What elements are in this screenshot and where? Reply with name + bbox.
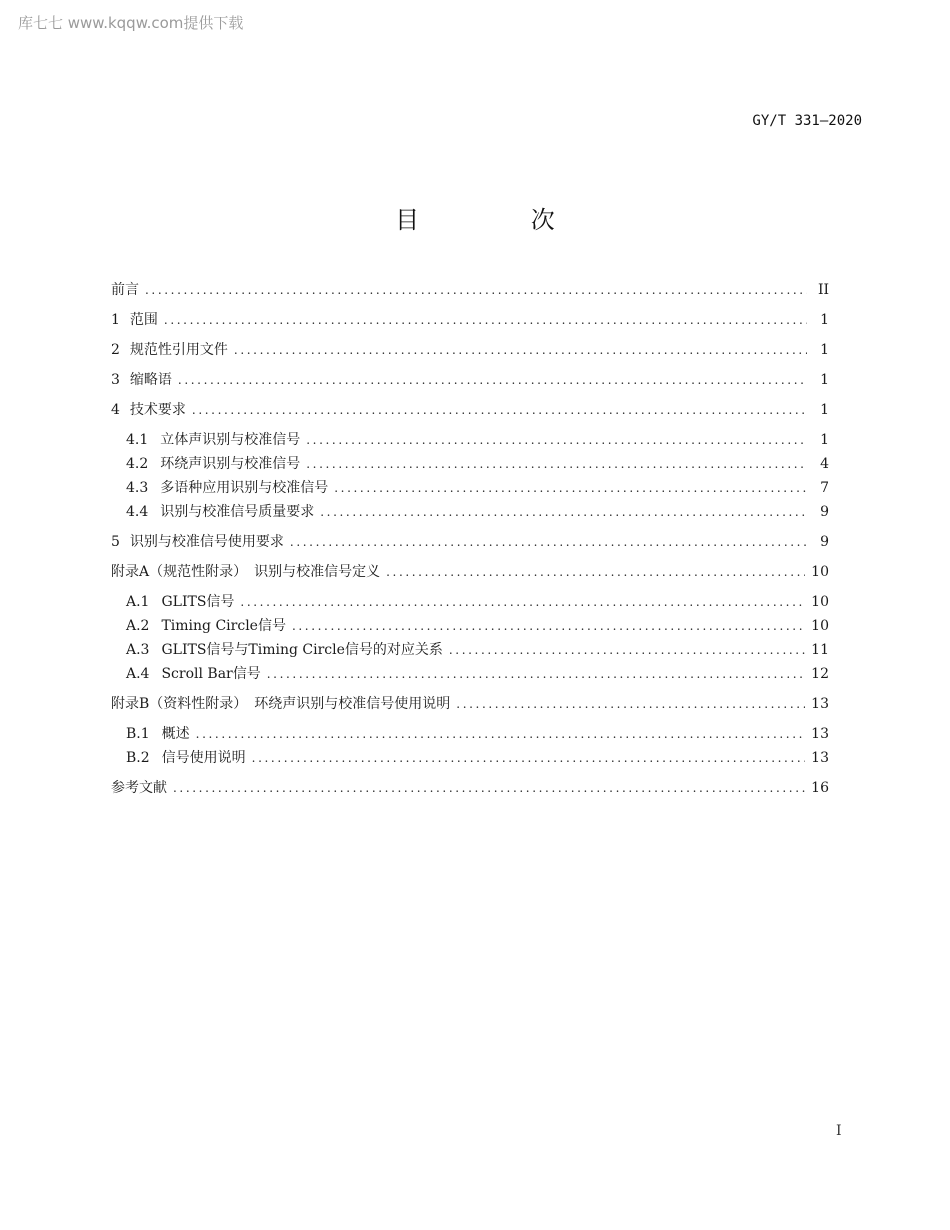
toc-entry-number: 2 [111,342,120,358]
toc-dot-leader [306,454,807,474]
toc-entry-3[interactable] [111,370,829,394]
toc-entry-5[interactable] [111,532,829,556]
toc-entry-title: 技术要求 [129,402,186,418]
toc-entry-1[interactable] [111,310,829,334]
toc-entry-page: 13 [811,696,829,712]
toc-entry-b-1[interactable] [111,724,829,748]
toc-entry-page: 1 [820,432,829,448]
toc-entry-title: 范围 [129,312,158,328]
toc-entry-title: 附录B（资料性附录） 环绕声识别与校准信号使用说明 [111,696,451,712]
toc-entry-page: 7 [820,480,829,496]
toc-dot-leader [164,310,807,330]
toc-dot-leader [306,430,807,450]
toc-entry-page: 1 [820,312,829,328]
table-of-contents [111,280,829,802]
page-title: 目 次 [395,206,607,234]
toc-entry-number: B.2 [126,750,150,766]
toc-entry-page: 4 [820,456,829,472]
toc-entry-title: Scroll Bar信号 [161,666,261,682]
toc-entry-4-3[interactable] [111,478,829,502]
toc-dot-leader [449,640,805,660]
toc-entry-page: 13 [811,726,829,742]
toc-entry-number: 5 [111,534,120,550]
toc-entry-number: 4.1 [126,432,149,448]
toc-dot-leader [173,778,805,798]
toc-entry-title: 参考文献 [111,780,167,796]
toc-dot-leader [234,340,807,360]
toc-dot-leader [178,370,807,390]
toc-entry-title: 立体声识别与校准信号 [160,432,301,448]
toc-entry-title: 缩略语 [129,372,172,388]
toc-entry-page: 9 [820,534,829,550]
toc-dot-leader [292,616,805,636]
toc-dot-leader [456,694,805,714]
toc-entry-2[interactable] [111,340,829,364]
toc-entry-title: 附录A（规范性附录） 识别与校准信号定义 [111,564,381,580]
toc-entry-number: A.1 [126,594,150,610]
toc-entry-page: 10 [811,594,829,610]
toc-entry-a-2[interactable] [111,616,829,640]
toc-dot-leader [290,532,807,552]
toc-entry-number: 4 [111,402,120,418]
toc-entry-number: 4.4 [126,504,149,520]
toc-entry-4-4[interactable] [111,502,829,526]
toc-entry-page: II [817,282,829,298]
toc-entry-title: GLITS信号 [161,594,235,610]
page-number: I [836,1123,842,1139]
toc-entry-number: A.4 [126,666,150,682]
toc-dot-leader [240,592,805,612]
toc-entry-number: 4.2 [126,456,149,472]
toc-entry-number: 4.3 [126,480,149,496]
toc-entry-references[interactable] [111,778,829,802]
toc-entry-a-3[interactable] [111,640,829,664]
toc-entry-title: GLITS信号与Timing Circle信号的对应关系 [161,642,443,658]
toc-entry-page: 1 [820,342,829,358]
toc-entry-page: 1 [820,402,829,418]
toc-entry-number: 1 [111,312,120,328]
toc-entry-a-4[interactable] [111,664,829,688]
watermark-text: 库七七 www.kqqw.com提供下载 [18,14,244,32]
toc-dot-leader [334,478,807,498]
toc-entry-preface[interactable] [111,280,829,304]
toc-entry-appendix-a[interactable] [111,562,829,586]
toc-dot-leader [267,664,805,684]
toc-entry-number: A.2 [126,618,150,634]
toc-entry-page: 16 [811,780,829,796]
toc-entry-page: 9 [820,504,829,520]
toc-entry-number: B.1 [126,726,150,742]
toc-entry-title: Timing Circle信号 [161,618,286,634]
toc-entry-title: 概述 [161,726,190,742]
toc-dot-leader [252,748,806,768]
toc-entry-page: 12 [811,666,829,682]
toc-entry-title: 多语种应用识别与校准信号 [160,480,329,496]
toc-entry-number: A.3 [126,642,150,658]
toc-entry-4-1[interactable] [111,430,829,454]
toc-dot-leader [145,280,807,300]
toc-entry-page: 13 [811,750,829,766]
toc-entry-a-1[interactable] [111,592,829,616]
toc-entry-b-2[interactable] [111,748,829,772]
toc-entry-title: 规范性引用文件 [129,342,228,358]
toc-dot-leader [386,562,805,582]
toc-entry-page: 11 [811,642,829,658]
toc-entry-appendix-b[interactable] [111,694,829,718]
toc-entry-number: 3 [111,372,120,388]
toc-entry-page: 1 [820,372,829,388]
toc-dot-leader [196,724,806,744]
toc-entry-4[interactable] [111,400,829,424]
toc-entry-title: 前言 [111,282,139,298]
toc-entry-title: 信号使用说明 [161,750,246,766]
toc-entry-title: 识别与校准信号质量要求 [160,504,315,520]
toc-entry-title: 识别与校准信号使用要求 [129,534,284,550]
toc-entry-page: 10 [811,564,829,580]
toc-entry-4-2[interactable] [111,454,829,478]
toc-entry-page: 10 [811,618,829,634]
toc-dot-leader [192,400,807,420]
document-code: GY/T 331—2020 [752,113,862,129]
toc-dot-leader [320,502,807,522]
toc-entry-title: 环绕声识别与校准信号 [160,456,301,472]
